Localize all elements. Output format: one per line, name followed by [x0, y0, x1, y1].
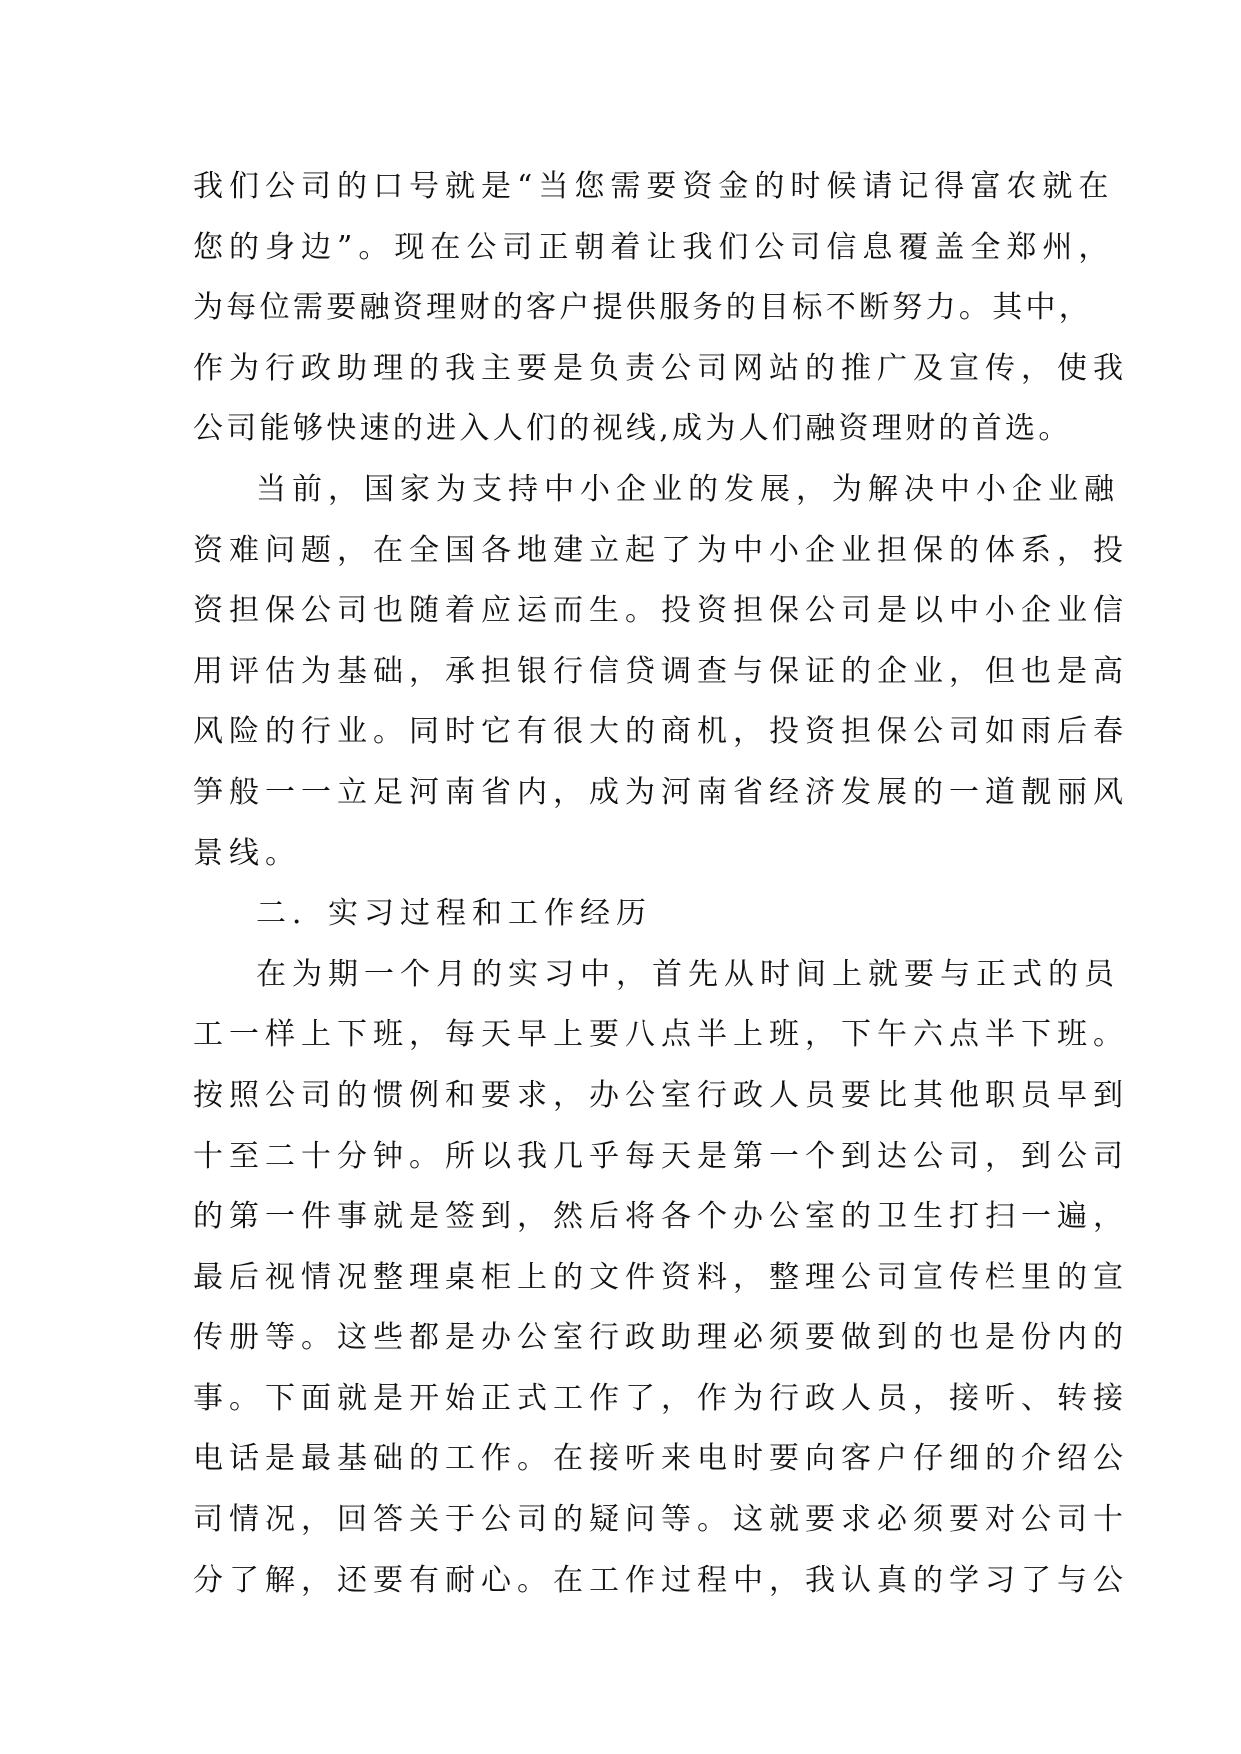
text-line: 司情况，回答关于公司的疑问等。这就要求必须要对公司十 [193, 1502, 1129, 1538]
text-line: 我们公司的口号就是“当您需要资金的时候请记得富农就在 [193, 169, 1115, 204]
body-text [193, 157, 1129, 1611]
text-line: 按照公司的惯例和要求，办公室行政人员要比其他职员早到 [193, 1077, 1129, 1113]
text-line: 资担保公司也随着应运而生。投资担保公司是以中小企业信 [193, 593, 1129, 629]
section-heading: 二．实习过程和工作经历 [256, 896, 652, 932]
text-line: 用评估为基础，承担银行信贷调查与保证的企业，但也是高 [193, 653, 1129, 689]
text-line: 电话是最基础的工作。在接听来电时要向客户仔细的介绍公 [193, 1441, 1129, 1477]
text-line: 公司能够快速的进入人们的视线,成为人们融资理财的首选。 [193, 411, 1072, 447]
paragraph-first-line: 在为期一个月的实习中，首先从时间上就要与正式的员 [256, 956, 1120, 992]
text-line: 工一样上下班，每天早上要八点半上班，下午六点半下班。 [193, 1017, 1129, 1053]
paragraph-first-line: 当前，国家为支持中小企业的发展，为解决中小企业融 [256, 471, 1120, 507]
text-line: 笋般一一立足河南省内，成为河南省经济发展的一道靓丽风 [193, 774, 1129, 810]
text-line: 风险的行业。同时它有很大的商机，投资担保公司如雨后春 [193, 714, 1129, 750]
text-line: 作为行政助理的我主要是负责公司网站的推广及宣传，使我 [193, 350, 1129, 386]
text-line: 分了解，还要有耐心。在工作过程中，我认真的学习了与公 [193, 1562, 1129, 1598]
text-line: 事。下面就是开始正式工作了，作为行政人员，接听、转接 [193, 1380, 1129, 1416]
text-line: 传册等。这些都是办公室行政助理必须要做到的也是份内的 [193, 1320, 1129, 1356]
text-line: 您的身边”。现在公司正朝着让我们公司信息覆盖全郑州， [193, 229, 1115, 265]
text-line: 最后视情况整理桌柜上的文件资料，整理公司宣传栏里的宣 [193, 1259, 1129, 1295]
text-line: 为每位需要融资理财的客户提供服务的目标不断努力。其中， [193, 290, 1093, 326]
text-line: 景线。 [193, 835, 301, 871]
text-line: 十至二十分钟。所以我几乎每天是第一个到达公司，到公司 [193, 1138, 1129, 1174]
text-line: 的第一件事就是签到，然后将各个办公室的卫生打扫一遍， [193, 1199, 1129, 1235]
text-line: 资难问题，在全国各地建立起了为中小企业担保的体系，投 [193, 532, 1129, 568]
